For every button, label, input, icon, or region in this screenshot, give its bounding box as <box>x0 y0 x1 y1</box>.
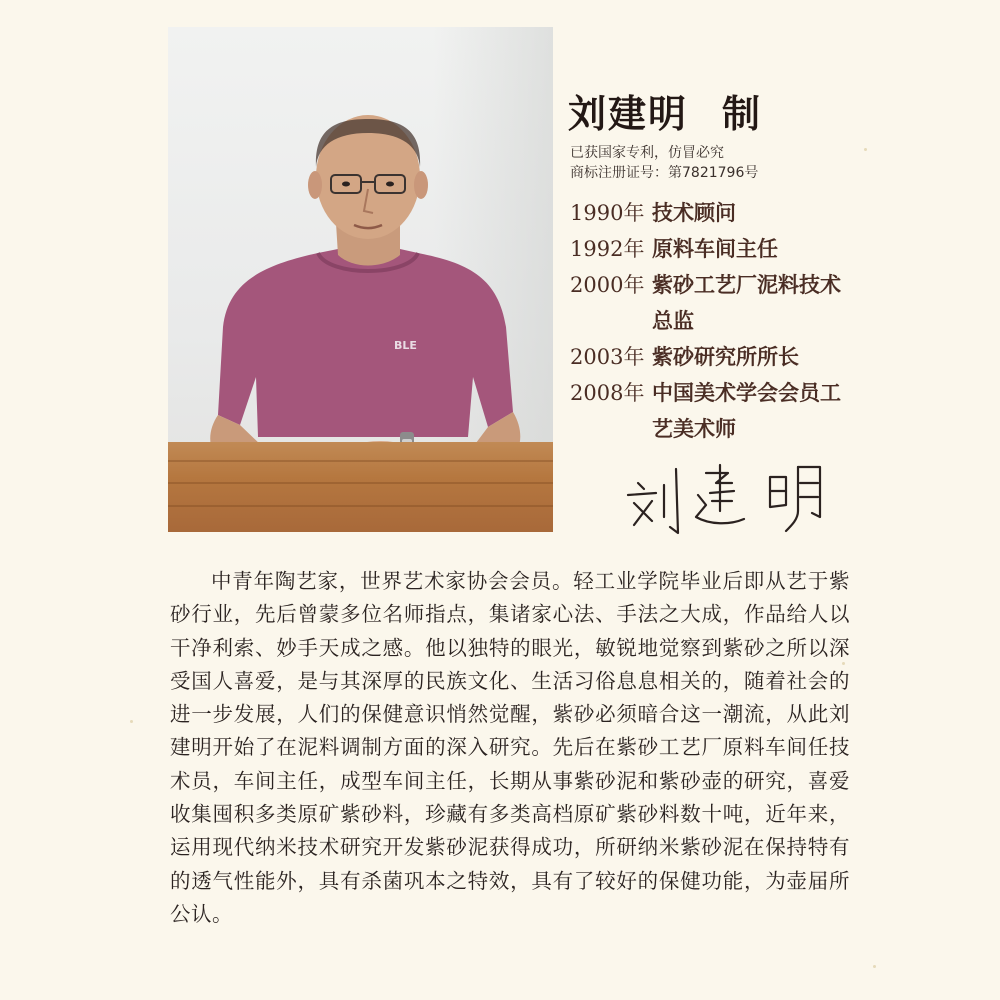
career-timeline <box>570 195 860 447</box>
career-role: 中国美术学会会员工艺美术师 <box>652 380 841 441</box>
artist-name: 刘建明 <box>568 91 689 136</box>
career-item <box>570 195 860 231</box>
maker-char: 制 <box>722 91 763 136</box>
career-item <box>570 231 860 267</box>
career-item <box>570 375 860 447</box>
paper-speck <box>130 720 133 723</box>
paper-speck <box>864 148 867 151</box>
career-item <box>570 267 860 339</box>
shirt-logo: BLE <box>394 339 417 352</box>
career-year: 1992年 <box>570 237 645 261</box>
handwritten-signature <box>620 455 840 545</box>
wooden-table <box>168 442 553 532</box>
career-year: 2000年 <box>570 273 645 297</box>
trademark-number: 商标注册证号：第7821796号 <box>570 165 759 181</box>
career-role: 原料车间主任 <box>652 236 778 261</box>
career-year: 2008年 <box>570 381 645 405</box>
career-year: 1990年 <box>570 201 645 225</box>
paper-speck <box>873 965 876 968</box>
career-year: 2003年 <box>570 345 645 369</box>
artist-title <box>568 83 762 138</box>
career-role: 紫砂工艺厂泥料技术总监 <box>652 272 841 333</box>
patent-notice: 已获国家专利，仿冒必究 <box>570 145 724 161</box>
career-role: 技术顾问 <box>652 200 736 225</box>
biography-text: 中青年陶艺家，世界艺术家协会会员。轻工业学院毕业后即从艺于紫砂行业，先后曾蒙多位名师指点，集诸家心法、手法之大成，作品给人以干净利索、妙手天成之感。他以独特的眼光，敏锐地觉察到紫砂之所以深受国人喜爱，是与其深厚的民族文化、生活习俗息息相关的，随着社会的进一步发展，人们的保健意识悄然觉醒，紫砂必须暗合这一潮流，从此刘建明开始了在泥料调制方面的深入研究。先后在紫砂工艺厂原料车间任技术员，车间主任，成型车间主任，长期从事紫砂泥和紫砂壶的研究，喜爱收集囤积多类原矿紫砂料，珍藏有多类高档原矿紫砂料数十吨，近年来，运用现代纳米技术研究开发紫砂泥获得成功，所研纳米紫砂泥在保持特有的透气性能外，具有杀菌巩本之特效，具有了较好的保健功能，为壶届所公认。 <box>170 569 850 926</box>
career-role: 紫砂研究所所长 <box>652 344 799 369</box>
career-item <box>570 339 860 375</box>
portrait-photo <box>168 27 553 532</box>
